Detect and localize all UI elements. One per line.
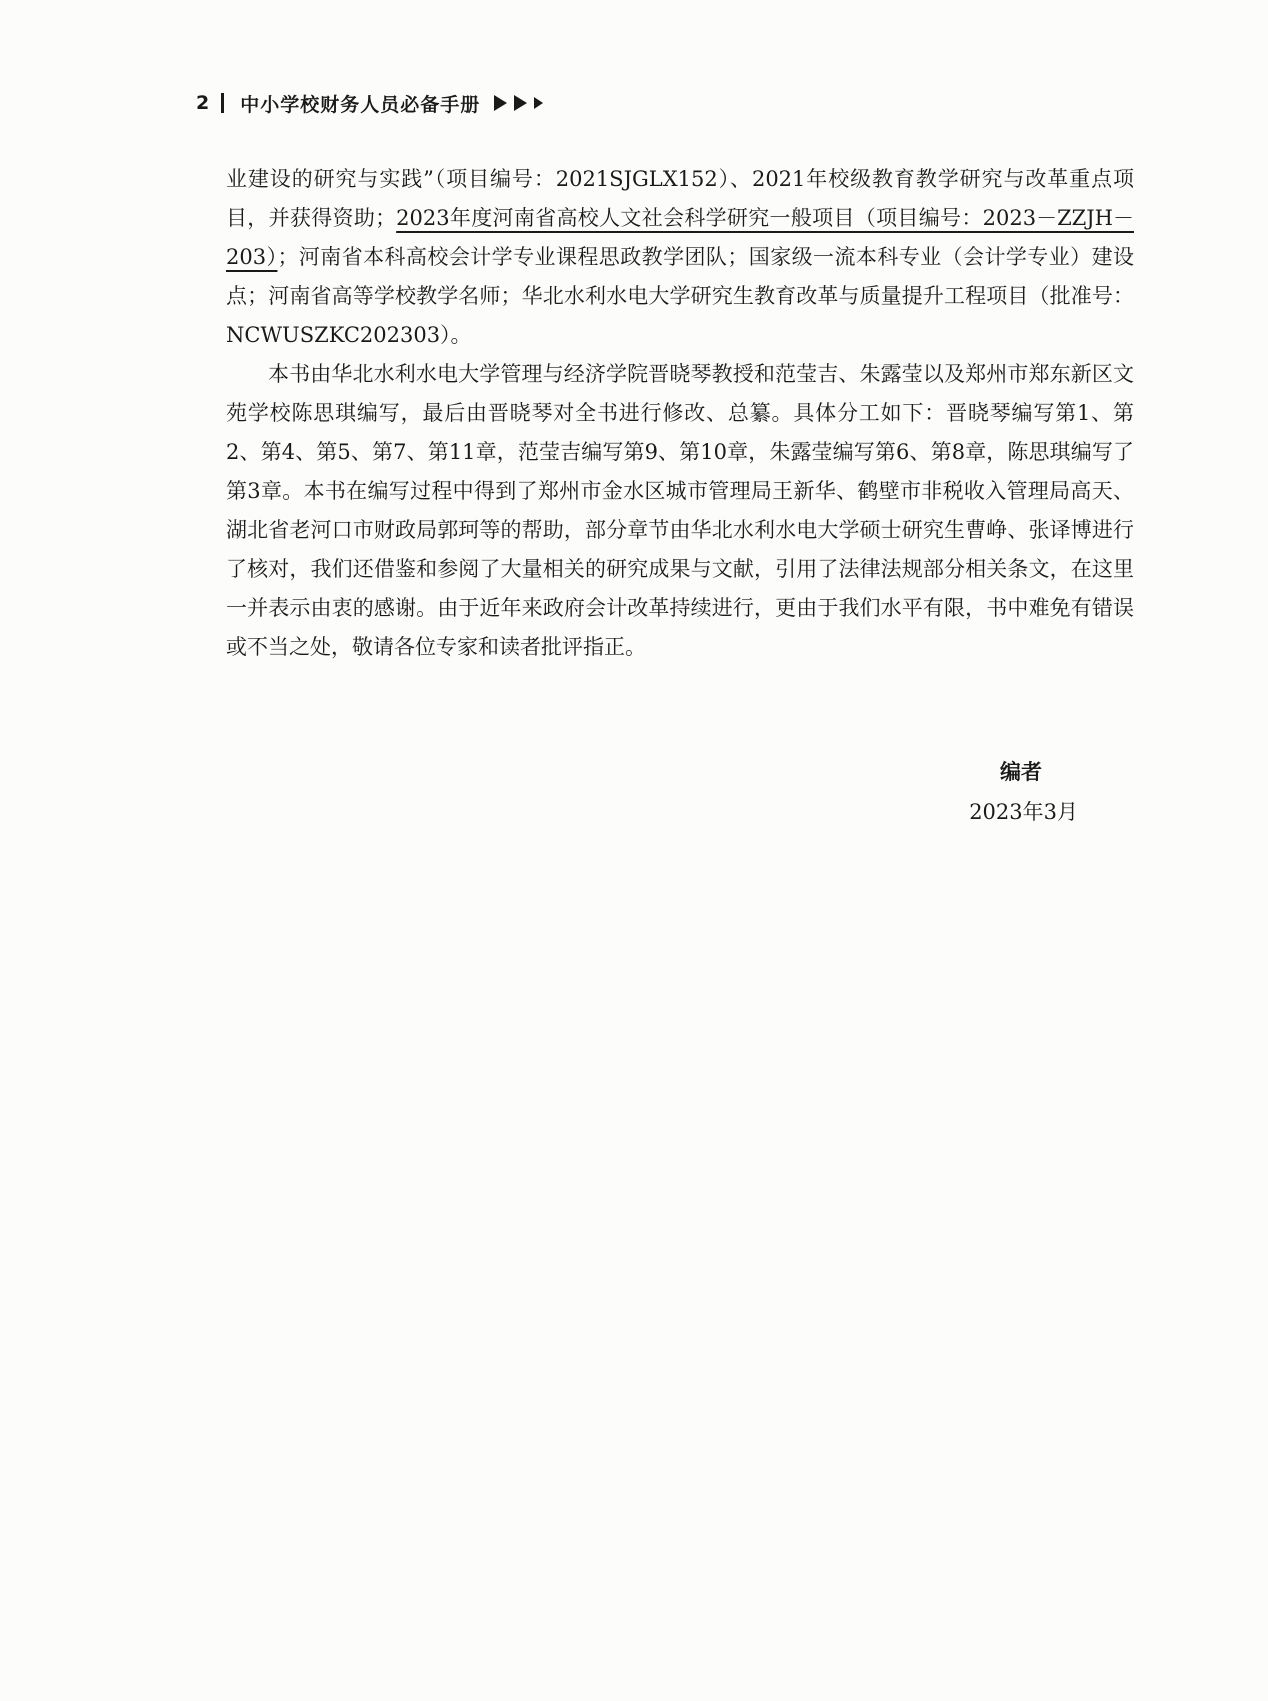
- signature-block: [969, 752, 1078, 832]
- paragraph-authors: 本书由华北水利水电大学管理与经济学院晋晓琴教授和范莹吉、朱露莹以及郑州市郑东新区文苑学校陈思琪编写，最后由晋晓琴对全书进行修改、总纂。具体分工如下：晋晓琴编写第1、第2、第4、第5、第7、第11章，范莹吉编写第9、第10章，朱露莹编写第6、第8章，陈思琪编写了第3章。本书在编写过程中得到了郑州市金水区城市管理局王新华、鹤壁市非税收入管理局高天、湖北省老河口市财政局郭珂等的帮助，部分章节由华北水利水电大学硕士研究生曹峥、张译博进行了核对，我们还借鉴和参阅了大量相关的研究成果与文献，引用了法律法规部分相关条文，在这里一并表示由衷的感谢。由于近年来政府会计改革持续进行，更由于我们水平有限，书中难免有错误或不当之处，敬请各位专家和读者批评指正。: [226, 362, 1134, 659]
- running-header: [196, 90, 550, 116]
- page-number: 2: [196, 92, 210, 114]
- signature-date: 2023年3月: [969, 800, 1078, 824]
- paragraph-funding-start: 业建设的研究与实践”（项目编号：2021SJGLX152）、2021年校级教育教学研究与改革重点项目，并获得资助；: [226, 167, 1134, 230]
- paragraph-funding: [226, 160, 1134, 355]
- book-title: 中小学校财务人员必备手册: [240, 93, 481, 116]
- signature-author: 编者: [1000, 760, 1042, 784]
- underlined-project: 2023年度河南省高校人文社会科学研究一般项目（项目编号：2023－ZZJH－203）: [226, 206, 1134, 269]
- arrow-icons: [494, 95, 550, 111]
- body-text: [226, 160, 1134, 667]
- arrow-right-icon: [494, 95, 507, 111]
- arrow-right-icon: [514, 95, 527, 111]
- arrow-right-small-icon: [534, 97, 543, 109]
- header-divider: [221, 93, 224, 113]
- paragraph-funding-end: ；河南省本科高校会计学专业课程思政教学团队；国家级一流本科专业（会计学专业）建设点；河南省高等学校教学名师；华北水利水电大学研究生教育改革与质量提升工程项目（批准号：NCWUSZKC202303）。: [226, 245, 1134, 347]
